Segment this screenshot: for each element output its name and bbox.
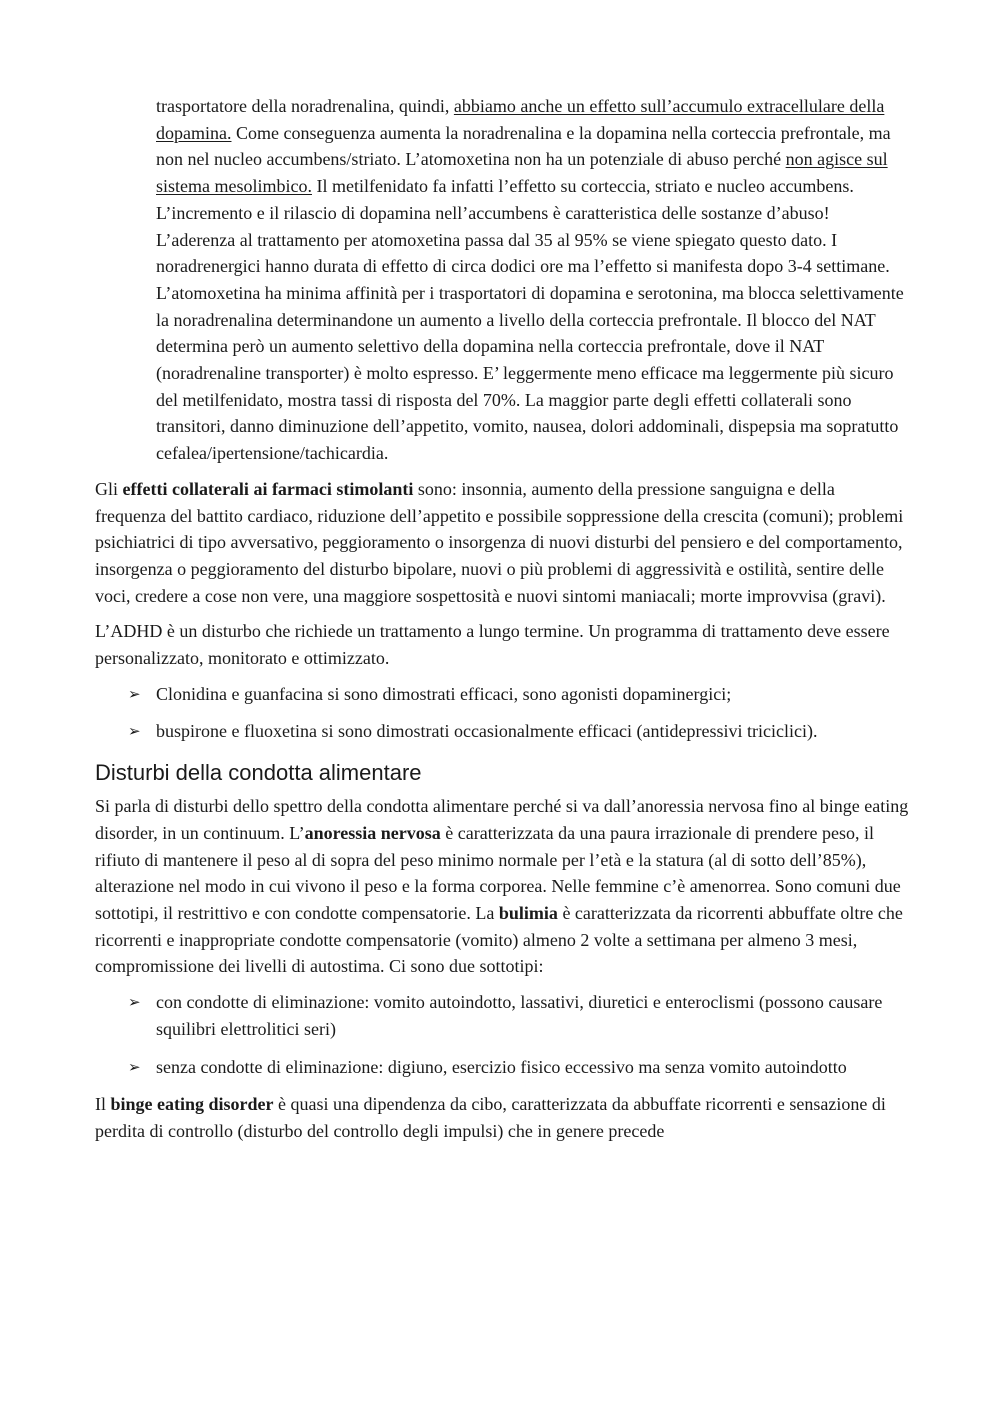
- eating-text-1: Si parla di disturbi dello spettro della condotta alimentare perché si va dall’anoressia nervosa fino al binge eating disorder, in un continuum. L’: [95, 796, 909, 843]
- list-item: [95, 989, 910, 1042]
- arrow-bullet-icon: ➢: [128, 993, 141, 1012]
- eating-text-3: è caratterizzata da ricorrenti abbuffate oltre che ricorrenti e inappropriate condotte compensatorie (vomito) almeno 2 volte a settimana per almeno 3 mesi, compromissione dei livelli di autostima. Ci sono due sottotipi:: [95, 902, 903, 977]
- side-effects-bold-term: effetti collaterali ai farmaci stimolanti: [122, 478, 414, 499]
- continuation-text-2: Come conseguenza aumenta la noradrenalina e la dopamina nella corteccia prefrontale, ma non nel nucleo accumbens/striato. L’atomoxetina non ha un potenziale di abuso perché: [156, 122, 891, 170]
- list-item: [95, 681, 910, 708]
- list-item-text: con condotte di eliminazione: vomito autoindotto, lassativi, diuretici e enteroclismi (possono causare squilibri elettrolitici seri): [156, 992, 883, 1039]
- section-heading: Disturbi della condotta alimentare: [95, 760, 422, 786]
- arrow-bullet-icon: ➢: [128, 684, 141, 703]
- list-item: [95, 1054, 910, 1081]
- list-item-text: Clonidina e guanfacina si sono dimostrati efficaci, sono agonisti dopaminergici;: [156, 683, 732, 704]
- side-effects-text: sono: insonnia, aumento della pressione sanguigna e della frequenza del battito cardiaco, riduzione dell’appetito e possibile soppressione della crescita (comuni); problemi psichiatrici di tipo avversativo, peggioramento o insorgenza di nuovi disturbi del pensiero e del comportamento, insorgenza o peggioramento del disturbo bipolare, nuovi o più problemi di aggressività e ostilità, sentire delle voci, credere a cose non vere, una maggiore sospettosità e nuovi sintomi maniacali; morte improvvisa (gravi).: [95, 478, 904, 606]
- side-effects-intro: Gli: [95, 478, 123, 499]
- list-item: [95, 718, 910, 745]
- continuation-text-3: Il metilfenidato fa infatti l’effetto su corteccia, striato e nucleo accumbens. L’incremento e il rilascio di dopamina nell’accumbens è caratteristica delle sostanze d’abuso! L’aderenza al trattamento per atomoxetina passa dal 35 al 95% se viene spiegato questo dato. I noradrenergici hanno durata di effetto di circa dodici ore ma l’effetto si manifesta dopo 3-4 settimane. L’atomoxetina ha minima affinità per i trasportatori di dopamina e serotonina, ma blocca selettivamente la noradrenalina determinandone un aumento a livello della corteccia prefrontale. Il blocco del NAT determina però un aumento selettivo della dopamina nella corteccia prefrontale, dove il NAT (noradrenaline transporter) è molto espresso. E’ leggermente meno efficace ma leggermente più sicuro del metilfenidato, mostra tassi di risposta del 70%. La maggior parte degli effetti collaterali sono transitori, danno diminuzione dell’appetito, vomito, nausea, dolori addominali, dispepsia ma sopratutto cefalea/ipertensione/tachicardia.: [156, 176, 904, 464]
- underlined-phrase-dopamine: abbiamo anche un effetto sull’accumulo extracellulare della dopamina.: [156, 96, 885, 143]
- arrow-bullet-icon: ➢: [128, 722, 141, 741]
- bulimia-subtype-list: [95, 989, 910, 1080]
- adhd-paragraph: L’ADHD è un disturbo che richiede un trattamento a lungo termine. Un programma di trattamento deve essere personalizzato, monitorato e ottimizzato.: [95, 621, 890, 669]
- list-item-text: buspirone e fluoxetina si sono dimostrati occasionalmente efficaci (antidepressivi triciclici).: [156, 721, 818, 742]
- eating-disorders-paragraph: [95, 793, 910, 980]
- continuation-paragraph: [156, 93, 910, 467]
- adhd-bullet-list: [95, 681, 910, 745]
- list-item-text: senza condotte di eliminazione: digiuno, esercizio fisico eccessivo ma senza vomito autoindotto: [156, 1056, 847, 1077]
- binge-eating-paragraph: [95, 1091, 910, 1144]
- bold-term-binge-eating: binge eating disorder: [110, 1094, 274, 1115]
- side-effects-paragraph: [95, 476, 910, 610]
- underlined-phrase-mesolimbic: non agisce sul sistema mesolimbico.: [156, 149, 888, 197]
- binge-intro: Il: [95, 1094, 111, 1115]
- arrow-bullet-icon: ➢: [128, 1057, 141, 1076]
- continuation-text-1: trasportatore della noradrenalina, quindi,: [156, 96, 454, 116]
- page-content: [95, 93, 910, 1145]
- binge-text: è quasi una dipendenza da cibo, caratterizzata da abbuffate ricorrenti e sensazione di perdita di controllo (disturbo del controllo degli impulsi) che in genere precede: [95, 1094, 886, 1141]
- bold-term-anorexia: anoressia nervosa: [304, 822, 441, 843]
- eating-text-2: è caratterizzata da una paura irrazionale di prendere peso, il rifiuto di mantenere il peso al di sopra del peso minimo normale per l’età e la statura (al di sotto dell’85%), alterazione nel modo in cui vivono il peso e la forma corporea. Nelle femmine c’è amenorrea. Sono comuni due sottotipi, il restrittivo e con condotte compensatorie. La: [95, 822, 901, 923]
- bold-term-bulimia: bulimia: [498, 902, 558, 923]
